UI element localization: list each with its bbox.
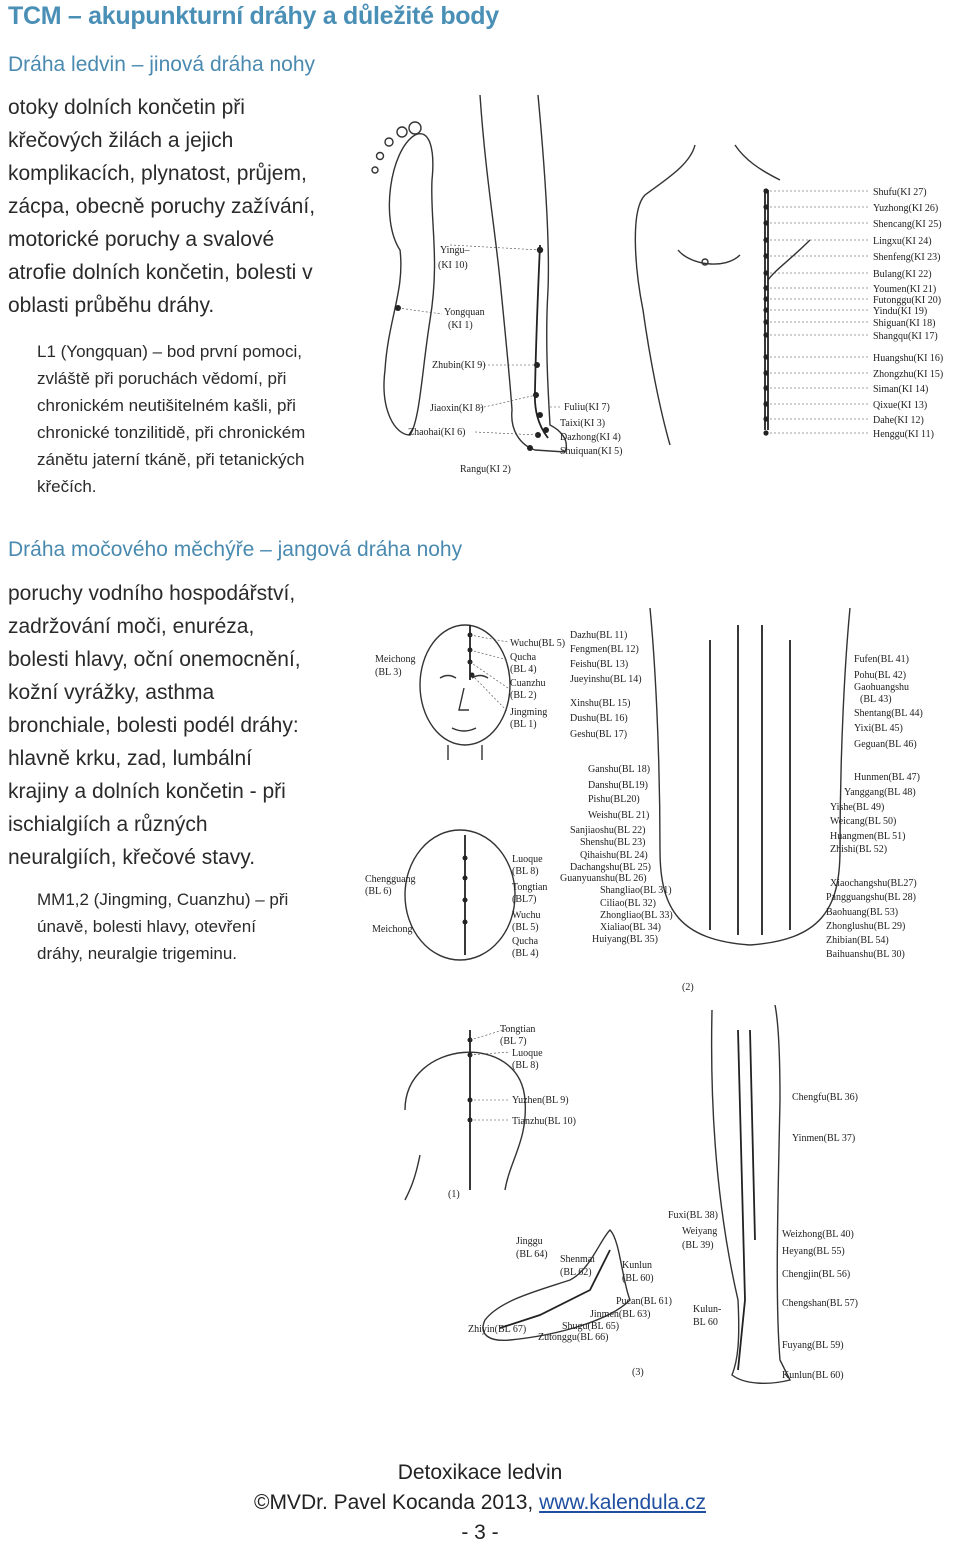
- point-note-kidney: [37, 338, 305, 500]
- back-label: Pohu(BL 42): [854, 670, 907, 681]
- bladder-meridian-illustration: [360, 600, 960, 1400]
- leg-label: Yongquan: [444, 307, 485, 318]
- back-label: Xinshu(BL 15): [570, 698, 631, 709]
- torso-label: Shencang(KI 25): [873, 219, 942, 230]
- acupoint-marker: [763, 253, 768, 258]
- back-label: Geguan(BL 46): [854, 739, 917, 750]
- section-body-kidney: [8, 91, 315, 322]
- text-line: bronchiale, bolesti podél dráhy:: [8, 714, 299, 737]
- text-line: otoky dolních končetin při: [8, 96, 245, 119]
- foot-label: Pucan(BL 61): [616, 1296, 673, 1307]
- back-label: Pishu(BL20): [588, 794, 640, 805]
- back-label: Zhishi(BL 52): [830, 844, 888, 855]
- torso-label: Shufu(KI 27): [873, 187, 927, 198]
- face-label: (BL 4): [510, 664, 537, 675]
- back-label: Baihuanshu(BL 30): [826, 949, 905, 960]
- torso-label: Dahe(KI 12): [873, 415, 924, 426]
- foot-label: Shenmai: [560, 1254, 595, 1265]
- back-label: Huiyang(BL 35): [592, 934, 659, 945]
- back-label: Shentang(BL 44): [854, 708, 923, 719]
- acupoint-marker: [763, 285, 768, 290]
- page-number: - 3 -: [461, 1521, 499, 1544]
- torso-label: Shenfeng(KI 23): [873, 252, 941, 263]
- leg-back-label: Heyang(BL 55): [782, 1246, 845, 1257]
- acupoint-marker: [763, 188, 768, 193]
- torso-label: Huangshu(KI 16): [873, 353, 944, 364]
- text-line: křečových žilách a jejich: [8, 129, 234, 152]
- foot-label: (BL 62): [560, 1267, 592, 1278]
- text-line: dráhy, neuralgie trigeminu.: [37, 944, 238, 963]
- acupoint-marker: [763, 204, 768, 209]
- back-label: Yixi(BL 45): [854, 723, 903, 734]
- text-line: bolesti hlavy, oční onemocnění,: [8, 648, 301, 671]
- face-label: Jingming: [510, 707, 548, 718]
- text-line: zadržování moči, enuréza,: [8, 615, 255, 638]
- text-line: křečích.: [37, 477, 97, 496]
- crown-label: (BL 8): [512, 866, 539, 877]
- crown-label: (BL7): [512, 894, 537, 905]
- section-heading-bladder: Dráha močového měchýře – jangová dráha nohy: [8, 538, 463, 561]
- back-label: Sanjiaoshu(BL 22): [570, 825, 646, 836]
- crown-label: Qucha: [512, 936, 539, 947]
- torso-label: Youmen(KI 21): [873, 284, 937, 295]
- leg-back-label: Chengshan(BL 57): [782, 1298, 859, 1309]
- leg-back-label: Weiyang: [682, 1226, 718, 1237]
- acupoint-marker: [763, 296, 768, 301]
- leg-back-label: (BL 39): [682, 1240, 714, 1251]
- torso-label: Yindu(KI 19): [873, 306, 928, 317]
- back-label: Pangguangshu(BL 28): [826, 892, 916, 903]
- leg-label: Taixi(KI 3): [560, 418, 606, 429]
- leg-back-label: Chengjin(BL 56): [782, 1269, 851, 1280]
- torso-label: Shiguan(KI 18): [873, 318, 936, 329]
- leg-back-label: (3): [632, 1367, 644, 1378]
- back-label: Xialiao(BL 34): [600, 922, 662, 933]
- leg-back-label: BL 60: [693, 1317, 718, 1328]
- head-back-label: (BL 7): [500, 1036, 527, 1047]
- head-back-label: Tongtian: [500, 1024, 536, 1035]
- back-label: Fufen(BL 41): [854, 654, 909, 665]
- back-label: Ciliao(BL 32): [600, 898, 657, 909]
- back-label: Weicang(BL 50): [830, 816, 897, 827]
- crown-label: Meichong: [372, 924, 413, 935]
- back-label: Huangmen(BL 51): [830, 831, 906, 842]
- back-label: Dachangshu(BL 25): [570, 862, 651, 873]
- back-label: (2): [682, 982, 694, 993]
- torso-label: Shangqu(KI 17): [873, 331, 938, 342]
- text-line: L1 (Yongquan) – bod první pomoci,: [37, 342, 302, 361]
- torso-label: Zhongzhu(KI 15): [873, 369, 944, 380]
- leg-label: Rangu(KI 2): [460, 464, 511, 475]
- text-line: neuralgiích, křečové stavy.: [8, 846, 256, 869]
- leg-label: Dazhong(KI 4): [560, 432, 621, 443]
- back-label: Shangliao(BL 31): [600, 885, 672, 896]
- back-label: Fengmen(BL 12): [570, 644, 639, 655]
- leg-label: Zhubin(KI 9): [432, 360, 486, 371]
- page-title: TCM – akupunkturní dráhy a důležité body: [8, 2, 499, 30]
- back-label: Dushu(BL 16): [570, 713, 628, 724]
- acupoint-marker: [763, 354, 768, 359]
- text-line: zánětu jaterní tkáně, při tetanických: [37, 450, 305, 469]
- acupoint-marker: [763, 332, 768, 337]
- head-back-label: (BL 8): [512, 1060, 539, 1071]
- torso-label: Lingxu(KI 24): [873, 236, 932, 247]
- text-line: hlavně krku, zad, lumbální: [8, 747, 252, 770]
- torso-label: Siman(KI 14): [873, 384, 929, 395]
- leg-back-label: Weizhong(BL 40): [782, 1229, 854, 1240]
- foot-label: Zhiyin(BL 67): [468, 1324, 527, 1335]
- acupoint-marker: [763, 385, 768, 390]
- foot-label: Jinmen(BL 63): [590, 1309, 651, 1320]
- leg-back-label: Kunlun(BL 60): [782, 1370, 844, 1381]
- torso-label: Qixue(KI 13): [873, 400, 928, 411]
- acupoint-marker: [763, 416, 768, 421]
- crown-label: (BL 6): [365, 886, 392, 897]
- crown-label: (BL 4): [512, 948, 539, 959]
- text-line: kožní vyrážky, asthma: [8, 681, 215, 704]
- point-note-bladder: [37, 886, 288, 967]
- back-label: Shenshu(BL 23): [580, 837, 646, 848]
- back-label: Weishu(BL 21): [588, 810, 650, 821]
- crown-label: Wuchu: [512, 910, 541, 921]
- kidney-meridian-illustration: [360, 90, 960, 485]
- head-back-label: (1): [448, 1189, 460, 1200]
- acupoint-marker: [763, 307, 768, 312]
- face-label: Cuanzhu: [510, 678, 546, 689]
- acupoint-marker: [763, 319, 768, 324]
- leg-label: Yingu–: [440, 245, 470, 256]
- torso-label: Bulang(KI 22): [873, 269, 932, 280]
- back-label: Zhongliao(BL 33): [600, 910, 673, 921]
- face-label: Wuchu(BL 5): [510, 638, 566, 649]
- text-line: oblasti průběhu dráhy.: [8, 294, 215, 317]
- face-label: (BL 3): [375, 667, 402, 678]
- face-label: Meichong: [375, 654, 416, 665]
- footer-link[interactable]: www.kalendula.cz: [539, 1491, 707, 1514]
- face-label: (BL 1): [510, 719, 537, 730]
- back-label: Dazhu(BL 11): [570, 630, 628, 641]
- back-label: Yishe(BL 49): [830, 802, 885, 813]
- back-label: Baohuang(BL 53): [826, 907, 899, 918]
- head-back-label: Yuzhen(BL 9): [512, 1095, 569, 1106]
- text-line: chronické tonzilitidě, při chronickém: [37, 423, 306, 442]
- face-label: Qucha: [510, 652, 537, 663]
- leg-back-label: Fuyang(BL 59): [782, 1340, 844, 1351]
- back-label: Xiaochangshu(BL27): [830, 878, 917, 889]
- back-label: Yanggang(BL 48): [844, 787, 916, 798]
- back-label: Jueyinshu(BL 14): [570, 674, 642, 685]
- foot-label: Jinggu: [516, 1236, 543, 1247]
- foot-label: (BL 64): [516, 1249, 548, 1260]
- text-line: ischialgiích a různých: [8, 813, 208, 836]
- foot-label: Shugu(BL 65): [562, 1321, 620, 1332]
- text-line: chronickém neutišitelném kašli, při: [37, 396, 296, 415]
- leg-label: Shuiquan(KI 5): [560, 446, 623, 457]
- text-line: atrofie dolních končetin, bolesti v: [8, 261, 313, 284]
- text-line: únavě, bolesti hlavy, otevření: [37, 917, 256, 936]
- torso-label: Henggu(KI 11): [873, 429, 935, 440]
- crown-label: Tongtian: [512, 882, 548, 893]
- leg-label: Zhaohai(KI 6): [408, 427, 466, 438]
- torso-label: Futonggu(KI 20): [873, 295, 942, 306]
- back-label: Danshu(BL19): [588, 780, 648, 791]
- leg-label: Fuliu(KI 7): [564, 402, 610, 413]
- back-label: Feishu(BL 13): [570, 659, 629, 670]
- acupoint-marker: [763, 401, 768, 406]
- text-line: zvláště při poruchách vědomí, při: [37, 369, 287, 388]
- leg-label: (KI 10): [438, 260, 468, 271]
- torso-label: Yuzhong(KI 26): [873, 203, 939, 214]
- leg-back-label: Chengfu(BL 36): [792, 1092, 859, 1103]
- leg-back-label: Yinmen(BL 37): [792, 1133, 856, 1144]
- back-label: Qihaishu(BL 24): [580, 850, 648, 861]
- head-back-label: Luoque: [512, 1048, 543, 1059]
- leg-label: (KI 1): [448, 320, 473, 331]
- acupoint-marker: [763, 270, 768, 275]
- back-label: Zhibian(BL 54): [826, 935, 889, 946]
- acupoint-marker: [763, 237, 768, 242]
- footer-copyright: [0, 1488, 960, 1518]
- back-label: Hunmen(BL 47): [854, 772, 921, 783]
- acupoint-marker: [763, 430, 768, 435]
- crown-label: (BL 5): [512, 922, 539, 933]
- footer-author: ©MVDr. Pavel Kocanda 2013,: [253, 1491, 540, 1514]
- leg-label: Jiaoxin(KI 8): [430, 403, 484, 414]
- leg-back-label: Kulun-: [693, 1304, 722, 1315]
- head-back-label: Tianzhu(BL 10): [512, 1116, 576, 1127]
- back-label: Guanyuanshu(BL 26): [560, 873, 647, 884]
- section-heading-kidney: Dráha ledvin – jinová dráha nohy: [8, 53, 316, 76]
- footer: [0, 1458, 960, 1548]
- text-line: motorické poruchy a svalové: [8, 228, 275, 251]
- back-label: Gaohuangshu: [854, 682, 909, 693]
- face-label: (BL 2): [510, 690, 537, 701]
- text-line: krajiny a dolních končetin - při: [8, 780, 286, 803]
- crown-label: Chengguang: [365, 874, 416, 885]
- back-label: (BL 43): [860, 694, 892, 705]
- foot-label: (BL 60): [622, 1273, 654, 1284]
- text-line: komplikacích, plynatost, průjem,: [8, 162, 307, 185]
- acupoint-marker: [763, 370, 768, 375]
- foot-label: Zutonggu(BL 66): [538, 1332, 609, 1343]
- crown-label: Luoque: [512, 854, 543, 865]
- back-label: Ganshu(BL 18): [588, 764, 651, 775]
- back-label: Geshu(BL 17): [570, 729, 628, 740]
- text-line: MM1,2 (Jingming, Cuanzhu) – při: [37, 890, 289, 909]
- foot-label: Kunlun: [622, 1260, 652, 1271]
- text-line: poruchy vodního hospodářství,: [8, 582, 296, 605]
- leg-back-label: Fuxi(BL 38): [668, 1210, 718, 1221]
- acupoint-marker: [763, 220, 768, 225]
- footer-title: Detoxikace ledvin: [397, 1461, 563, 1484]
- text-line: zácpa, obecně poruchy zažívání,: [8, 195, 316, 218]
- back-label: Zhonglushu(BL 29): [826, 921, 906, 932]
- section-body-bladder: [8, 577, 301, 874]
